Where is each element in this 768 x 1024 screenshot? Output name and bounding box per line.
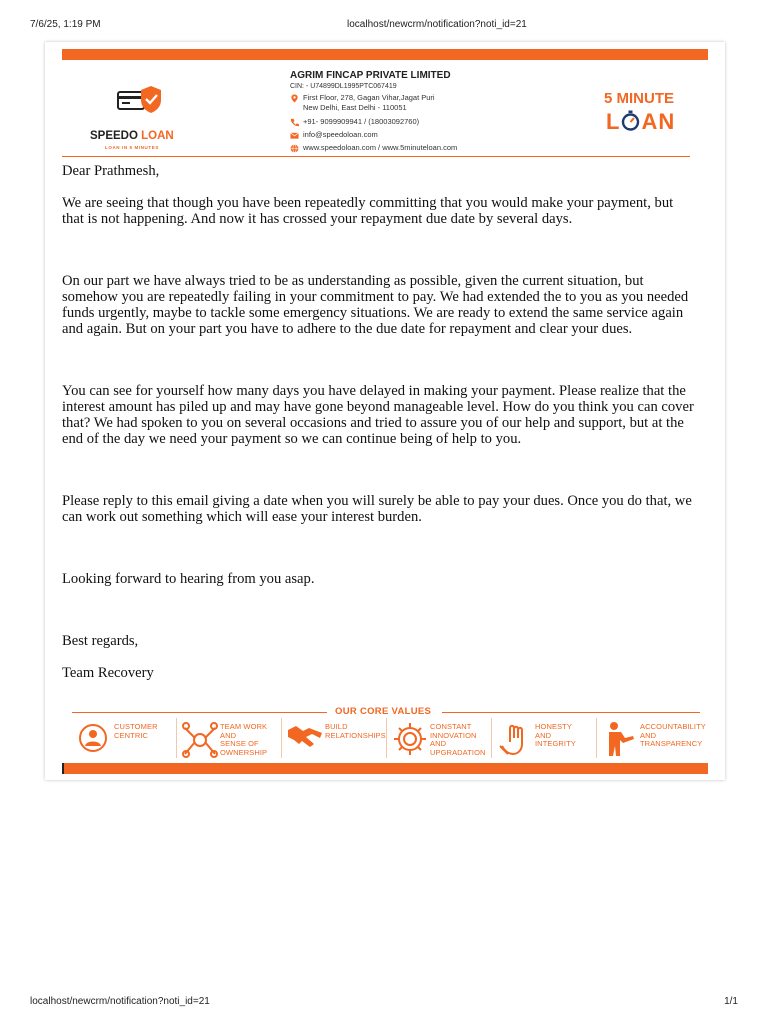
core-value-item: CONSTANT INNOVATION AND UPGRADATION <box>386 716 490 762</box>
handshake-icon <box>286 720 324 750</box>
email-icon <box>290 131 299 140</box>
print-url-bottom: localhost/newcrm/notification?noti_id=21 <box>30 996 210 1007</box>
company-phone: +91- 9099909941 / (18003092760) <box>290 117 550 127</box>
accountability-icon <box>601 720 637 758</box>
core-values-rule-left <box>72 712 327 713</box>
signature: Team Recovery <box>62 665 154 681</box>
core-values-rule-right <box>442 712 700 713</box>
top-accent-bar <box>62 49 708 60</box>
5-minute-loan-logo <box>604 90 704 135</box>
core-value-item: ACCOUNTABILITY AND TRANSPARENCY <box>596 716 700 762</box>
loan-wordmark: L AN <box>606 109 676 134</box>
customer-icon <box>75 720 111 754</box>
letter-body <box>62 163 712 681</box>
company-email: info@speedoloan.com <box>290 130 550 140</box>
card-shield-icon <box>114 80 174 126</box>
print-datetime: 7/6/25, 1:19 PM <box>30 19 101 30</box>
speedo-loan-logo <box>88 80 188 150</box>
company-address: First Floor, 278, Gagan Vihar,Jagat Puri New Delhi, East Delhi - 110051 <box>290 93 550 113</box>
core-value-item: HONESTY AND INTEGRITY <box>491 716 595 762</box>
salutation: Dear Prathmesh, <box>62 163 160 179</box>
letterhead <box>62 60 708 156</box>
bottom-bar-marker <box>62 763 64 774</box>
company-name: AGRIM FINCAP PRIVATE LIMITED <box>290 70 451 81</box>
innovation-icon <box>391 720 429 758</box>
paragraph-2: On our part we have always tried to be as understanding as possible, given the current situation, but somehow you are repeatedly failing in your commitment to pay. We had extended the to you as you needed funds urgently, maybe to tackle some emergency situations. We are ready to extend the same service again and again. But on your part you have to adhere to the due date for repayment and clear your dues. <box>62 273 689 337</box>
bottom-accent-bar <box>62 763 708 774</box>
globe-icon <box>290 144 299 153</box>
print-page-number: 1/1 <box>724 996 738 1007</box>
company-cin: CIN: - U74899DL1995PTC067419 <box>290 83 397 90</box>
phone-icon <box>290 118 299 127</box>
stopwatch-icon <box>621 110 640 131</box>
core-value-item: TEAM WORK AND SENSE OF OWNERSHIP <box>176 716 280 762</box>
print-url-top: localhost/newcrm/notification?noti_id=21 <box>347 19 527 30</box>
honesty-icon <box>496 720 532 758</box>
speedo-loan-tagline: LOAN IN 5 MINUTES <box>105 145 159 150</box>
core-value-item: BUILD RELATIONSHIPS <box>281 716 385 762</box>
company-details <box>290 70 550 153</box>
paragraph-4: Please reply to this email giving a date when you will surely be able to pay your dues. Once you do that, we can work out something which will ease your interest burden. <box>62 493 692 525</box>
core-values-title: OUR CORE VALUES <box>335 706 432 717</box>
speedo-loan-wordmark: SPEEDO LOAN <box>90 130 174 142</box>
paragraph-1: We are seeing that though you have been repeatedly committing that you would make your payment, but that is not happening. And now it has crossed your repayment due date by several days. <box>62 195 674 227</box>
company-website: www.speedoloan.com / www.5minuteloan.com <box>290 143 550 153</box>
paragraph-3: You can see for yourself how many days you have delayed in making your payment. Please realize that the interest amount has piled up and may have gone beyond manageable level. How do you think you can cover that? We had spoken to you on several occasions and tried to assure you of our help and support, but at the end of the day we need your payment so we can continue being of help to you. <box>62 383 694 447</box>
location-pin-icon <box>290 94 299 103</box>
paragraph-5: Looking forward to hearing from you asap. <box>62 571 315 587</box>
core-value-item: CUSTOMER CENTRIC <box>70 716 174 762</box>
5-minute-text: 5 MINUTE <box>604 90 675 107</box>
teamwork-icon <box>181 720 219 758</box>
header-divider <box>62 156 690 157</box>
core-values-strip <box>70 716 706 762</box>
closing: Best regards, <box>62 633 139 649</box>
